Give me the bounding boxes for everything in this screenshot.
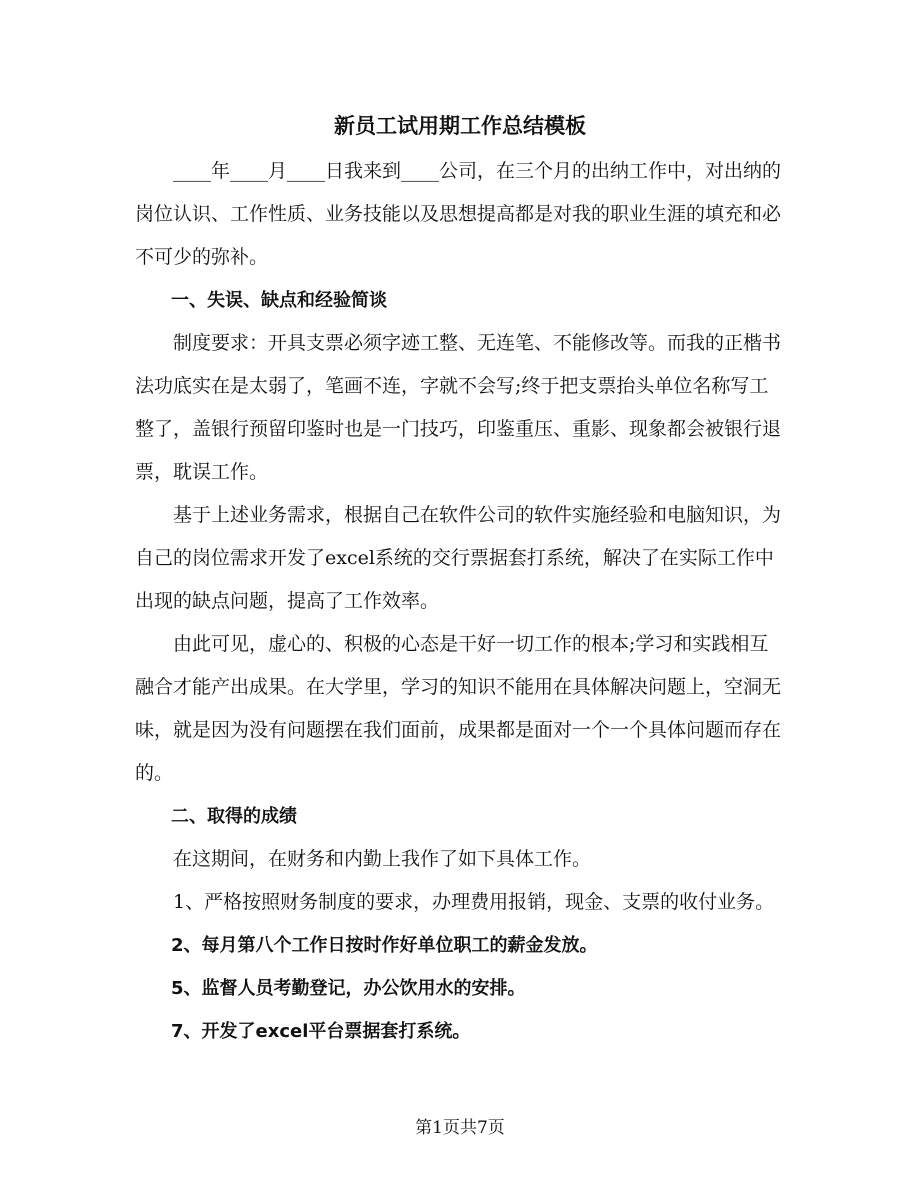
list-item: 2、每月第八个工作日按时作好单位职工的薪金发放。 bbox=[171, 935, 598, 956]
document-title: 新员工试用期工作总结模板 bbox=[334, 114, 586, 138]
list-item: 7、开发了excel平台票据套打系统。 bbox=[171, 1021, 471, 1042]
body-paragraph: 基于上述业务需求，根据自己在软件公司的软件实施经验和电脑知识，为自己的岗位需求开发了excel系统的交行票据套打系统，解决了在实际工作中出现的缺点问题，提高了工作效率。 bbox=[135, 504, 782, 612]
body-paragraph: 在这期间，在财务和内勤上我作了如下具体工作。 bbox=[173, 848, 592, 870]
section-heading-2: 二、取得的成绩 bbox=[171, 806, 297, 827]
list-item: 5、监督人员考勤登记，办公饮用水的安排。 bbox=[171, 978, 526, 999]
body-paragraph: 由此可见，虚心的、积极的心态是干好一切工作的根本;学习和实践相互融合才能产出成果。在大学里，学习的知识不能用在具体解决问题上，空洞无味，就是因为没有问题摆在我们面前，成果都是面对一个一个具体问题而存在的。 bbox=[135, 633, 782, 784]
intro-paragraph: ____年____月____日我来到____公司，在三个月的出纳工作中，对出纳的岗位认识、工作性质、业务技能以及思想提高都是对我的职业生涯的填充和必不可少的弥补。 bbox=[135, 160, 782, 268]
section-heading-1: 一、失误、缺点和经验简谈 bbox=[171, 290, 387, 311]
list-item: 1、严格按照财务制度的要求，办理费用报销，现金、支票的收付业务。 bbox=[173, 891, 775, 913]
page-number: 第1页共7页 bbox=[415, 1118, 505, 1138]
body-paragraph: 制度要求：开具支票必须字迹工整、无连笔、不能修改等。而我的正楷书法功底实在是太弱了，笔画不连，字就不会写;终于把支票抬头单位名称写工整了，盖银行预留印鉴时也是一门技巧，印鉴重压、重影、现象都会被银行退票，耽误工作。 bbox=[135, 332, 782, 483]
document-body bbox=[135, 150, 785, 1053]
